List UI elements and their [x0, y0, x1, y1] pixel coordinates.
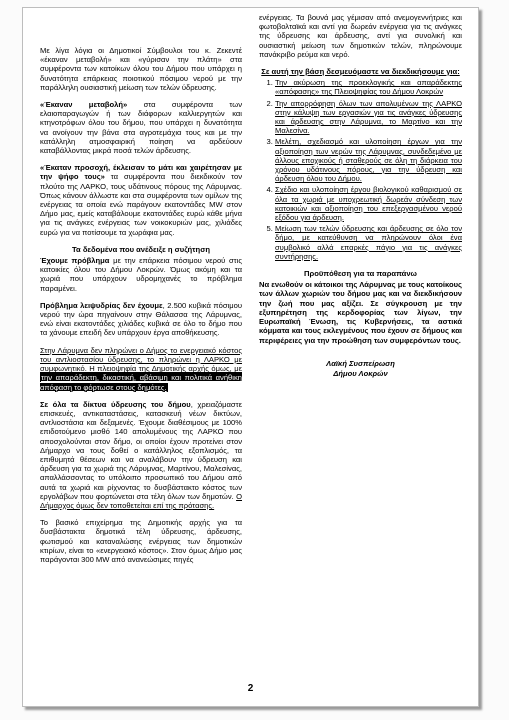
underlined-text: Ο Δήμαρχος όμως δεν τοποθετείται επί της πρότασης. [40, 491, 242, 510]
demands-list [259, 78, 462, 261]
text: , χρειαζόμαστε επισκευές, αντικαταστάσεις, κατασκευή νέων δικτύων, αντλιοστάσια και δεξαμενές. Έχουμε διαθέσιμους με 100% επιδοτούμενο μισθό 140 απολυμένους της ΛΑΡΚΟ που αποσχολούνται στον δήμο, οι οποίοι έχουν προτείνει στον Δήμαρχο να τους δοθεί ο κατάλληλος εξοπλισμός, τα επιθυμητά θέσεων και να αναλάβουν την ύδρευση και άρδευση για τα χωριά της Λάρυμνας, Μαρτίνου, Μαλεσίνας, απαλλάσσοντας το υπόλοιπο προσωπικό του Δήμου από αυτά τα χωριά και ρίχνοντας το δυσβάστακτο κόστος των εργολάβων που φορτώνεται στα τέλη όλων των δημοτών. [40, 399, 242, 501]
text: στα συμφέροντα των ελαιοπαραγωγών ή των διάφορων καλλιεργητών και κτηνοτρόφων όλου του δήμου, που υπάρχει η δυνατότητα να ανοίγουν την βάνα στα αγροτεμάχια τους και με την κατάλληλη ατμοσφαιρική ποίηση να αρδεύουν καταβάλλοντας μικρά ποσά τελών άρδευσης. [40, 100, 243, 156]
paragraph [40, 346, 242, 392]
underlined-text: Στην Λάρυμνα δεν πληρώνει ο Δήμος το ενεργειακό κόστος του αντλιοστασίου ύδρευσης, το πληρώνει η ΛΑΡΚΟ με συμφωνητικό. Η πλειοψηφία της Δημοτικής αρχής όμως, με [40, 345, 242, 374]
list-item: 2. Την απορρόφηση όλων των απολυμένων της ΛΑΡΚΟ στην κάλυψη των εργασιών για τις ανάγκες ύδρευσης και άρδευσης στην Λάρυμνα, το Μαρτίνο και την Μαλεσίνα. [275, 99, 462, 136]
left-column [40, 46, 242, 572]
bold-phrase: Σε όλα τα δίκτυα ύδρευσης του δήμου [40, 399, 191, 409]
highlighted-text: την απαράδεκτη, δικαστική, αβάσιμη και πολιτικά ανήθικη απόφαση το φόρτωσε στους δημότες. [40, 373, 242, 392]
section-heading: Προϋπόθεση για τα παραπάνω [304, 269, 417, 279]
list-item: 4. Σχέδιο και υλοποίηση έργου βιολογικού καθαρισμού σε όλα τα χωριά με υποχρεωτική δωρεάν σύνδεση των κατοικιών και αξιοποίηση του επεξεργασμένου νερού εξόδου για άρδευση. [275, 185, 462, 222]
paragraph [40, 301, 242, 338]
text: , 2.500 κυβικά πόσιμου νερού την ώρα πηγαίνουν στην Θάλασσα της Λάρυμνας, ενώ είναι εκατοντάδες χιλιάδες κυβικά σε όλο το δήμο που τα χάνουμε επειδή δεν υπάρχουν έργα αποθήκευσης. [40, 300, 242, 338]
bold-phrase: Έχουμε πρόβλημα [40, 256, 110, 266]
page-number: 2 [247, 683, 254, 694]
signature-line: Λαϊκή Συσπείρωση [326, 358, 395, 368]
bold-phrase: «Έκαναν μεταβολή» [40, 100, 128, 110]
bold-phrase: Πρόβλημα λειψυδρίας δεν έχουμε [40, 300, 163, 310]
right-column [259, 13, 462, 379]
section-heading: Σε αυτή την βάση δεσμευόμαστε να διεκδικήσουμε για: [261, 67, 460, 77]
list-item: 5. Μείωση των τελών ύδρευσης και άρδευσης σε όλο τον δήμο, με κατεύθυνση να πληρώνουν όλοι ένα συμβολικό αλλά επαρκές πάγιο για τις ανάγκες συντήρησης. [275, 224, 462, 261]
text: με την επάρκεια πόσιμου νερού στις κατοικίες όλου του Δήμου Λοκρών. Όμως ακόμη και τα χωριά που υπάρχουν υδρομηχανές το πρόβλημα παραμένει. [40, 256, 242, 293]
list-item: 1. Την ακύρωση της προεκλογικής και απαράδεκτης «απόφασης» της Πλειοψηφίας του Δήμου Λοκρών [275, 78, 462, 96]
bold-phrase: «Έκαταν προσοχή, έκλεισαν το μάτι και χαιρέτησαν με την ψήφο τους» [40, 163, 242, 182]
signature-line: Δήμου Λοκρών [333, 368, 388, 378]
paragraph [40, 256, 242, 293]
paragraph: Με λίγα λόγια οι Δημοτικοί Σύμβουλοι του κ. Ζεκεντέ «έκαναν μεταβολή» και «γύρισαν την πλάτη» στα συμφέροντα των κατοίκων όλου του Δήμου που υπάρχει η δυνατότητα επάρκειας ποιοτικού πόσιμου νερού με την παράλληλη ουσιαστική μείωση των τελών ύδρευσης. [40, 46, 242, 92]
signature [259, 359, 462, 379]
closing-paragraph: Να ενωθούν οι κάτοικοι της Λάρυμνας με τους κατοίκους των άλλων χωριών του δήμου μας και να διεκδικήσουν την ζωή που μας αξίζει. Σε σύγκρουση με την εξυπηρέτηση της κερδοφορίας των λίγων, την Ευρωπαϊκή Ένωση, τις Κυβερνήσεις, τα αστικά κόμματα και τους εκλεγμένους που έχουν σε δήμους και περιφέρειες για την προώθηση των συμφερόντων τους. [259, 280, 462, 345]
paragraph [40, 100, 242, 155]
paragraph [40, 400, 242, 510]
document-page [22, 7, 479, 707]
section-heading: Τα δεδομένα που ανέδειξε η συζήτηση [71, 244, 211, 254]
paragraph [40, 163, 242, 237]
text: τα συμφέροντα που διεκδικούν τον πλούτο της ΛΑΡΚΟ, τους υδάτινους πόρους της Λάρυμνας. Όπως κάνουν άλλωστε και στα συμφέροντα των ομίλων της ενέργειας τα οποία ενώ παράγουν εκατοντάδες MW στον Δήμο μας, εμείς καταβάλουμε εκατοντάδες ευρώ κάθε μήνα για τις ανάγκες ενέργειας των νοικοκυριών μας, χιλιάδες ευρώ για να ποτίσουμε τα χωράφια μας. [40, 172, 243, 237]
paragraph: Το βασικό επιχείρημα της Δημοτικής αρχής για τα δυσβάστακτα δημοτικά τέλη ύδρευσης, άρδευσης, φωτισμού και καταναλώσης ενέργειας των δημοτικών κτιρίων, είναι το «ενεργειακό κόστος». Στον όμως Δήμο μας παράγονται 300 MW από ανανεώσιμες πηγές [40, 518, 242, 564]
list-item: 3. Μελέτη, σχεδιασμό και υλοποίηση έργων για την αξιοποίηση των νερών της Λάρυμνας, συνδεδεμένο με άλλους εποχικούς ή σταθερούς σε όλη τη διάρκεια του χρόνου υδάτινους πόρους, για την ύδρευση και άρδευση όλου του Δήμου. [275, 137, 462, 183]
paragraph: ενέργειας. Τα βουνά μας γέμισαν από ανεμογεννήτριες και φωτοβολταϊκά και αντί για δωρεάν ενέργεια για τις ανάγκες της ύδρευσης και άρδευσης, αντί για συνολική και ουσιαστική μείωση των δημοτικών τελών, πληρώνουμε πανάκριβο ρεύμα και νερό. [259, 13, 462, 59]
